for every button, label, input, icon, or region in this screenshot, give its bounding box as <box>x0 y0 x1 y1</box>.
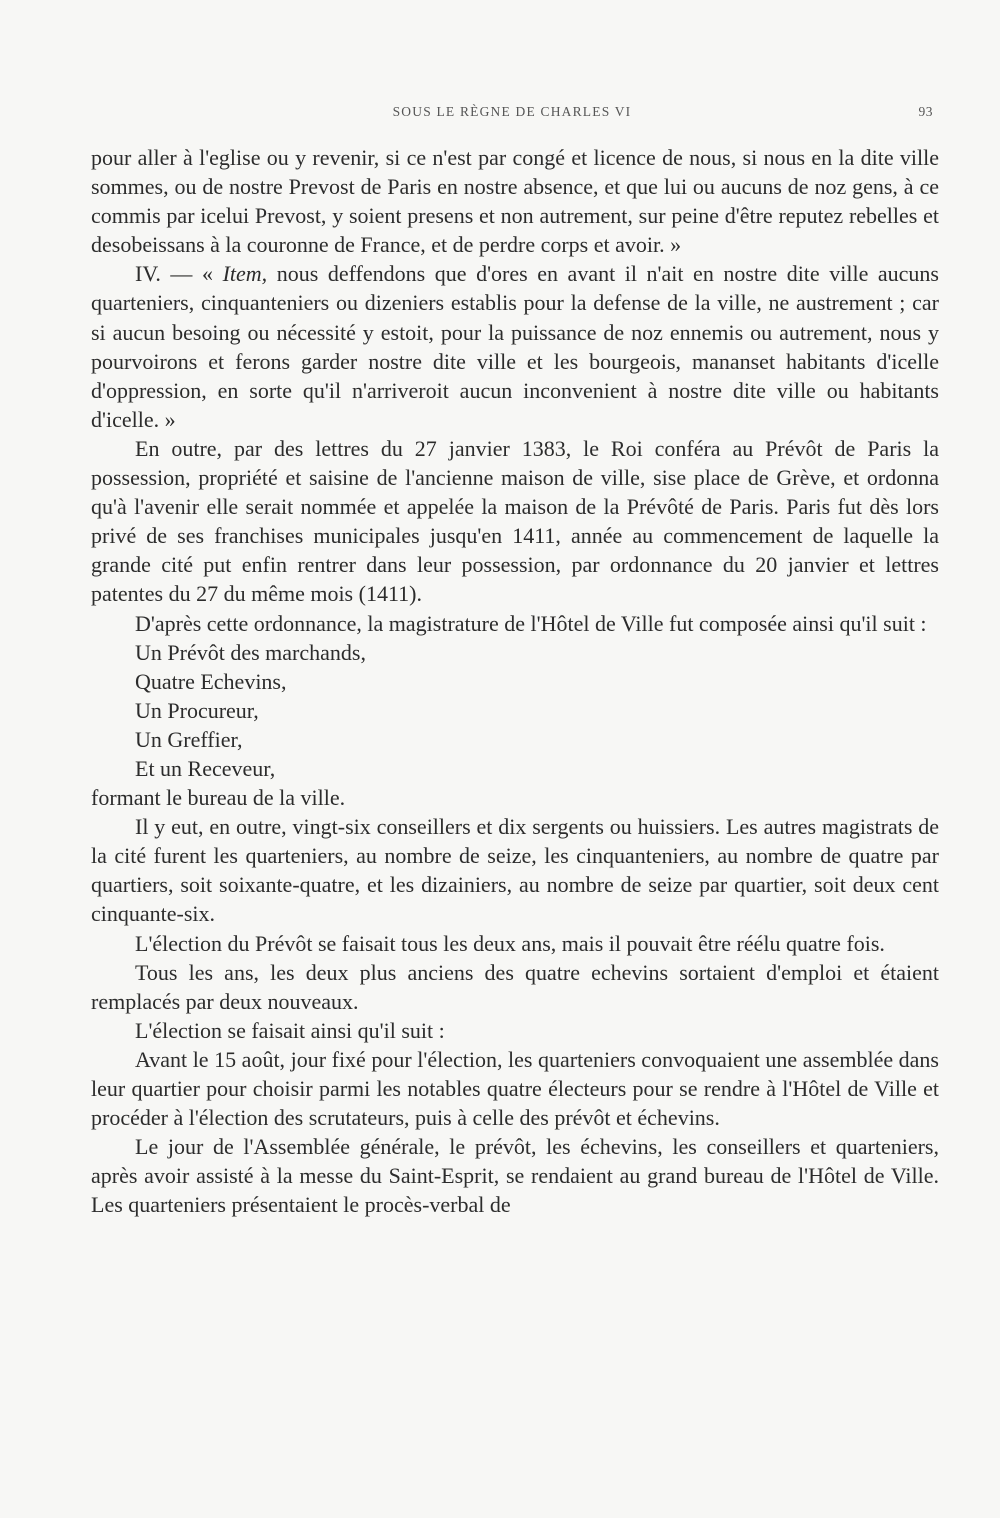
officer-list-item: Et un Receveur, <box>135 755 276 781</box>
body-text <box>91 143 939 1219</box>
officer-list-item: Quatre Echevins, <box>135 668 287 694</box>
officer-list-item: Un Greffier, <box>135 726 243 752</box>
page-number: 93 <box>918 104 933 119</box>
paragraph: pour aller à l'eglise ou y revenir, si ce n'est par congé et licence de nous, si nous en la dite ville sommes, ou de nostre Prevost de Paris en nostre absence, et que lui ou aucuns de noz gens, à ce commis par icelui Prevost, y soient presens et non autrement, sur peine d'être reputez rebelles et desobeissans à la couronne de France, et de perdre corps et avoir. » <box>91 145 939 258</box>
running-head-title: SOUS LE RÈGNE DE CHARLES VI <box>392 104 632 119</box>
officer-list-item: Un Prévôt des marchands, <box>135 639 366 665</box>
paragraph: Il y eut, en outre, vingt-six conseillers et dix sergents ou huissiers. Les autres magistrats de la cité furent les quarteniers, au nombre de seize, les cinquanteniers, au nombre de quatre par quartiers, soit soixante-quatre, et les dizainiers, au nombre de seize par quartier, soit deux cent cinquante-six. <box>91 814 939 927</box>
paragraph: Le jour de l'Assemblée générale, le prévôt, les échevins, les conseillers et quarteniers, après avoir assisté à la messe du Saint-Esprit, se rendaient au grand bureau de l'Hôtel de Ville. Les quarteniers présentaient le procès-verbal de <box>91 1134 939 1218</box>
running-head <box>91 104 933 124</box>
officer-list-item: Un Procureur, <box>135 697 259 723</box>
article-number: IV. — « <box>135 261 213 287</box>
item-word: Item, <box>222 261 268 287</box>
paragraph: L'élection du Prévôt se faisait tous les deux ans, mais il pouvait être réélu quatre fois. <box>135 930 885 956</box>
paragraph: L'élection se faisait ainsi qu'il suit : <box>135 1017 445 1043</box>
paragraph: formant le bureau de la ville. <box>91 785 346 811</box>
paragraph: D'après cette ordonnance, la magistrature de l'Hôtel de Ville fut composée ainsi qu'il suit : <box>135 610 927 636</box>
article-text: nous deffendons que d'ores en avant il n'ait en nostre dite ville aucuns quarteniers, cinquanteniers ou dizeniers establis pour la defense de la ville, ne austrement ; car si aucun besoing ou nécessité y estoit, pour la puissance de noz ennemis ou autrement, nous y pourvoirons et ferons garder nostre dite ville et les bourgeois, mananset habitants d'icelle d'oppression, en sorte qu'il n'arriveroit aucun inconvenient à nostre dite ville ou habitants d'icelle. » <box>91 261 939 432</box>
paragraph-article-iv <box>91 259 939 434</box>
paragraph: En outre, par des lettres du 27 janvier 1383, le Roi conféra au Prévôt de Paris la possession, propriété et saisine de l'ancienne maison de ville, sise place de Grève, et ordonna qu'à l'avenir elle serait nommée et appelée la maison de la Prévôté de Paris. Paris fut dès lors privé de ses franchises municipales jusqu'en 1411, année au commencement de laquelle la grande cité put enfin rentrer dans leur possession, par ordonnance du 20 janvier et lettres patentes du 27 du même mois (1411). <box>91 435 939 607</box>
paragraph: Tous les ans, les deux plus anciens des quatre echevins sortaient d'emploi et étaient remplacés par deux nouveaux. <box>91 959 939 1014</box>
paragraph: Avant le 15 août, jour fixé pour l'élection, les quarteniers convoquaient une assemblée dans leur quartier pour choisir parmi les notables quatre électeurs pour se rendre à l'Hôtel de Ville et procéder à l'élection des scrutateurs, puis à celle des prévôt et échevins. <box>91 1046 939 1131</box>
